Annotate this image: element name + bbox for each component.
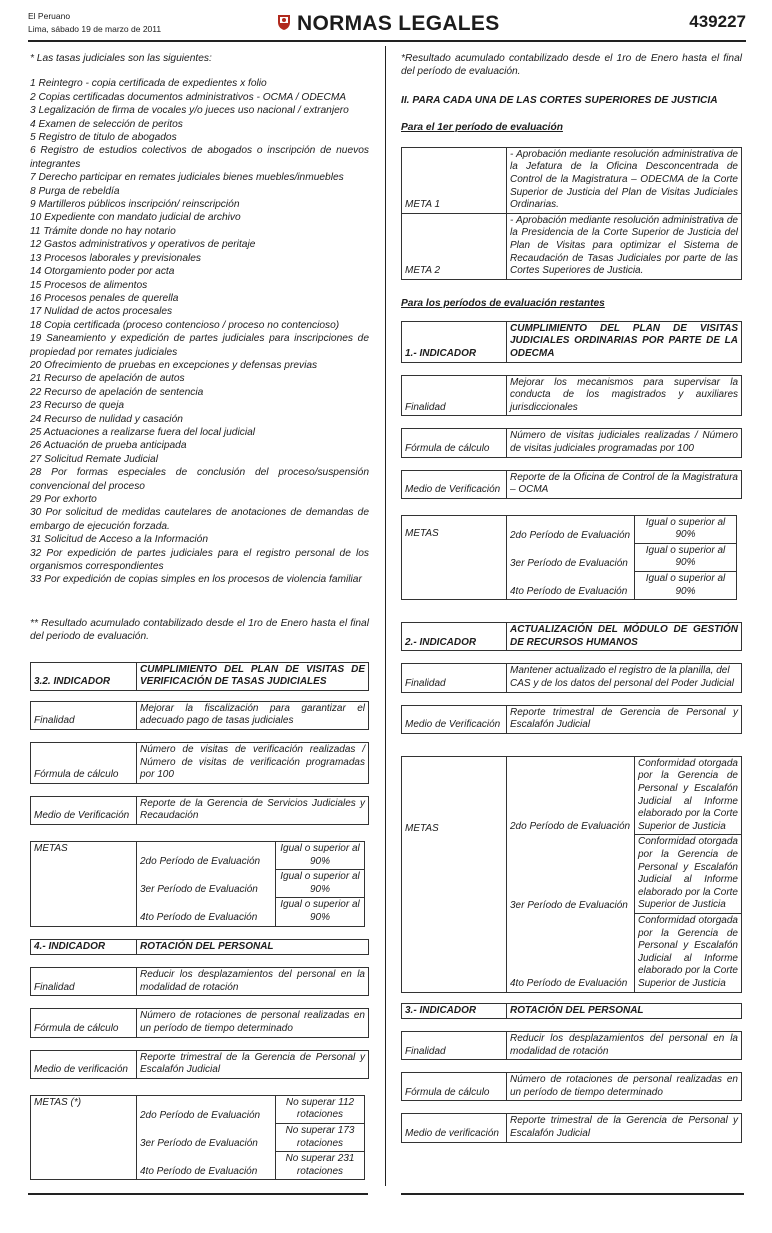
section-title: NORMAS LEGALES: [276, 12, 500, 36]
list-item: 18 Copia certificada (proceso contencioso / proceso no contencioso): [30, 319, 340, 331]
meta-value: Conformidad otorgada por la Gerencia de Personal y Escalafón Judicial al Informe elaborado por la Corte Superior de Justicia: [635, 835, 742, 914]
list-item: 20 Ofrecimiento de pruebas en excepciones y defensas previas: [30, 359, 318, 371]
field-value: Reporte de la Oficina de Control de la Magistratura – OCMA: [507, 470, 742, 498]
header-meta: [28, 10, 161, 36]
list-item: 11 Trámite donde no hay notario: [30, 225, 176, 237]
field-label: Medio de Verificación: [402, 470, 507, 498]
meta-value: Igual o superior al 90%: [635, 515, 737, 543]
meta-period: 3er Período de Evaluación: [137, 1123, 276, 1151]
meta-period: 4to Período de Evaluación: [507, 572, 635, 600]
indicator-1-medio: [401, 470, 742, 499]
right-column: [401, 52, 742, 1143]
left-column: [30, 52, 369, 1180]
field-label: Finalidad: [402, 375, 507, 416]
meta-value: Igual o superior al 90%: [635, 572, 737, 600]
meta-label: META 2: [402, 213, 507, 279]
indicator-title: CUMPLIMIENTO DEL PLAN DE VISITAS DE VERIFICACIÓN DE TASAS JUDICIALES: [137, 662, 369, 690]
indicator-3-finalidad: [401, 1031, 742, 1060]
indicator-4-formula: [30, 1008, 369, 1037]
tasas-intro: * Las tasas judiciales son las siguientes:: [30, 53, 212, 64]
meta-period: 2do Período de Evaluación: [507, 515, 635, 543]
page-number: 439227: [689, 12, 746, 31]
metas-first-period: [401, 147, 742, 280]
field-label: Finalidad: [402, 664, 507, 692]
field-value: Número de visitas judiciales realizadas / Número de visitas judiciales programadas por 100: [507, 429, 742, 457]
list-item: 3 Legalización de firma de vocales y/o jueces uso nacional / extranjero: [30, 105, 349, 117]
field-label: Medio de verificación: [402, 1114, 507, 1142]
field-label: Fórmula de cálculo: [31, 743, 137, 784]
list-item: 5 Registro de titulo de abogados: [30, 132, 177, 144]
list-item: 32 Por expedición de partes judiciales para el registro personal de los organismos correspondientes: [30, 547, 369, 573]
indicator-1-finalidad: [401, 375, 742, 417]
field-value: Reporte de la Gerencia de Servicios Judiciales y Recaudación: [137, 796, 369, 824]
list-item: 26 Actuación de prueba anticipada: [30, 440, 187, 452]
list-item: 29 Por exhorto: [30, 494, 97, 505]
meta-value: Igual o superior al 90%: [276, 898, 365, 926]
meta-value: Conformidad otorgada por la Gerencia de Personal y Escalafón Judicial al Informe elaborado por la Corte Superior de Justicia: [635, 913, 742, 992]
subsection-heading: Para los períodos de evaluación restantes: [401, 297, 605, 309]
metas-label: METAS: [402, 515, 507, 600]
list-item: 16 Procesos penales de querella: [30, 292, 179, 304]
page-header: [28, 10, 746, 40]
meta-period: 3er Período de Evaluación: [137, 870, 276, 898]
meta-period: 2do Período de Evaluación: [507, 756, 635, 835]
field-value: Reporte trimestral de Gerencia de Personal y Escalafón Judicial: [507, 705, 742, 733]
field-label: Finalidad: [31, 701, 137, 729]
indicator-3-2-metas: [30, 841, 365, 927]
meta-text: - Aprobación mediante resolución administrativa de la Jefatura de la Oficina Desconcentrada de Control de la Magistratura – ODECMA de la Corte Superior de Justicia del Plan de Visitas Judiciales Ordinarias.: [507, 147, 742, 213]
indicator-3-medio: [401, 1113, 742, 1142]
footer-rule-right: [401, 1193, 744, 1195]
tasas-footnote: ** Resultado acumulado contabilizado desde el 1ro de Enero hasta el final del periodo de evaluación.: [30, 617, 369, 643]
list-item: 28 Por formas especiales de conclusión del proceso/suspensión convencional del proceso: [30, 467, 369, 492]
list-item: 17 Nulidad de actos procesales: [30, 306, 173, 318]
indicator-4-header: [30, 939, 369, 956]
meta-period: 3er Período de Evaluación: [507, 543, 635, 571]
indicator-title: ROTACIÓN DEL PERSONAL: [507, 1003, 742, 1019]
meta-value: Conformidad otorgada por la Gerencia de Personal y Escalafón Judicial al Informe elaborado por la Corte Superior de Justicia: [635, 756, 742, 835]
indicator-1-header: [401, 321, 742, 363]
indicator-4-metas: [30, 1095, 365, 1181]
publication-name: El Peruano: [28, 11, 71, 21]
field-label: Finalidad: [31, 968, 137, 996]
list-item: 31 Solicitud de Acceso a la Información: [30, 534, 209, 546]
field-label: Fórmula de cálculo: [402, 429, 507, 457]
indicator-4-finalidad: [30, 967, 369, 996]
meta-value: Igual o superior al 90%: [276, 870, 365, 898]
meta-period: 4to Período de Evaluación: [137, 898, 276, 926]
indicator-2-finalidad: [401, 663, 742, 692]
field-label: Medio de Verificación: [402, 705, 507, 733]
list-item: 10 Expediente con mandato judicial de archivo: [30, 212, 241, 224]
footer-rule-left: [28, 1193, 368, 1195]
field-value: Mejorar los mecanismos para supervisar la conducta de los magistrados y auxiliares jurisdiccionales: [507, 375, 742, 416]
field-value: Reducir los desplazamientos del personal en la modalidad de rotación: [507, 1032, 742, 1060]
indicator-label: 3.2. INDICADOR: [31, 662, 137, 690]
list-item: 9 Martilleros públicos inscripción/ reinscripción: [30, 199, 240, 211]
list-item: 14 Otorgamiento poder por acta: [30, 266, 175, 278]
field-label: Fórmula de cálculo: [402, 1073, 507, 1101]
column-divider: [385, 46, 386, 1186]
field-value: Mantener actualizado el registro de la planilla, del CAS y de los datos del personal del Poder Judicial: [507, 664, 742, 692]
list-item: 22 Recurso de apelación de sentencia: [30, 386, 204, 398]
indicator-1-metas: [401, 515, 737, 601]
meta-label: META 1: [402, 147, 507, 213]
field-value: Reporte trimestral de la Gerencia de Personal y Escalafón Judicial: [137, 1050, 369, 1078]
field-value: Mejorar la fiscalización para garantizar el adecuado pago de tasas judiciales: [137, 701, 369, 729]
metas-label: METAS (*): [31, 1095, 137, 1180]
meta-value: No superar 112 rotaciones: [276, 1095, 365, 1123]
list-item: 2 Copias certificadas documentos administrativos - OCMA / ODECMA: [30, 91, 347, 103]
list-item: 4 Examen de selección de peritos: [30, 118, 183, 130]
indicator-2-header: [401, 622, 742, 651]
indicator-title: CUMPLIMIENTO DEL PLAN DE VISITAS JUDICIALES ORDINARIAS POR PARTE DE LA ODECMA: [507, 321, 742, 362]
publication-date: Lima, sábado 19 de marzo de 2011: [28, 24, 162, 34]
metas-label: METAS: [402, 756, 507, 992]
meta-value: No superar 231 rotaciones: [276, 1152, 365, 1180]
indicator-label: 4.- INDICADOR: [31, 939, 137, 955]
field-value: Número de visitas de verificación realizadas / Número de visitas de verificación programadas por 100: [137, 743, 369, 784]
meta-value: Igual o superior al 90%: [276, 842, 365, 870]
list-item: 25 Actuaciones a realizarse fuera del local judicial: [30, 426, 256, 438]
indicator-4-medio: [30, 1050, 369, 1079]
list-item: 33 Por expedición de copias simples en los procesos de violencia familiar: [30, 574, 362, 586]
list-item: 12 Gastos administrativos y operativos de peritaje: [30, 239, 256, 251]
list-item: 6 Registro de estudios colectivos de abogados o inscripción de nuevos integrantes: [30, 145, 369, 170]
list-item: 1 Reintegro - copia certificada de expedientes x folio: [30, 78, 267, 90]
indicator-2-medio: [401, 705, 742, 734]
meta-period: 4to Período de Evaluación: [137, 1152, 276, 1180]
meta-period: 3er Período de Evaluación: [507, 835, 635, 914]
right-note: *Resultado acumulado contabilizado desde el 1ro de Enero hasta el final del período de evaluación.: [401, 53, 742, 78]
indicator-3-2-finalidad: [30, 701, 369, 730]
list-item: 7 Derecho participar en remates judiciales bienes muebles/inmuebles: [30, 172, 344, 184]
subsection-heading: Para el 1er período de evaluación: [401, 121, 563, 133]
field-label: Medio de Verificación: [31, 796, 137, 824]
indicator-label: 1.- INDICADOR: [402, 321, 507, 362]
list-item: 27 Solicitud Remate Judicial: [30, 453, 158, 465]
field-label: Finalidad: [402, 1032, 507, 1060]
meta-value: No superar 173 rotaciones: [276, 1123, 365, 1151]
indicator-title: ROTACIÓN DEL PERSONAL: [137, 939, 369, 955]
indicator-1-formula: [401, 428, 742, 457]
meta-value: Igual o superior al 90%: [635, 543, 737, 571]
coat-of-arms-icon: [276, 13, 292, 31]
field-value: Reducir los desplazamientos del personal en la modalidad de rotación: [137, 968, 369, 996]
indicator-3-header: [401, 1003, 742, 1020]
indicator-2-metas: [401, 756, 742, 993]
list-item: 19 Saneamiento y expedición de partes judiciales para inscripciones de propiedad por remates judiciales: [30, 333, 369, 358]
list-item: 13 Procesos laborales y previsionales: [30, 252, 202, 264]
field-value: Reporte trimestral de la Gerencia de Personal y Escalafón Judicial: [507, 1114, 742, 1142]
list-item: 8 Purga de rebeldía: [30, 185, 120, 197]
field-label: Fórmula de cálculo: [31, 1009, 137, 1037]
list-item: 23 Recurso de queja: [30, 400, 125, 412]
list-item: 30 Por solicitud de medidas cautelares de anotaciones de demandas de embargo de ejecución forzada.: [30, 507, 369, 532]
section-heading: II. PARA CADA UNA DE LAS CORTES SUPERIORES DE JUSTICIA: [401, 94, 718, 106]
tasas-list: [30, 77, 369, 586]
indicator-3-2-header: [30, 662, 369, 691]
meta-period: 2do Período de Evaluación: [137, 1095, 276, 1123]
meta-text: - Aprobación mediante resolución administrativa de la Presidencia de la Corte Superior de Justicia del Plan de Visitas para optimizar el Sistema de Recaudación de Tasas Judiciales por parte de las Cortes Superiores de Justicia.: [507, 213, 742, 279]
indicator-3-2-medio: [30, 796, 369, 825]
list-item: 24 Recurso de nulidad y casación: [30, 413, 183, 425]
list-item: 21 Recurso de apelación de autos: [30, 373, 185, 385]
indicator-label: 2.- INDICADOR: [402, 623, 507, 651]
indicator-label: 3.- INDICADOR: [402, 1003, 507, 1019]
meta-period: 4to Período de Evaluación: [507, 913, 635, 992]
field-label: Medio de verificación: [31, 1050, 137, 1078]
indicator-3-formula: [401, 1072, 742, 1101]
indicator-title: ACTUALIZACIÓN DEL MÓDULO DE GESTIÓN DE RECURSOS HUMANOS: [507, 623, 742, 651]
meta-period: 2do Período de Evaluación: [137, 842, 276, 870]
field-value: Número de rotaciones de personal realizadas en un período de tiempo determinado: [137, 1009, 369, 1037]
field-value: Número de rotaciones de personal realizadas en un período de tiempo determinado: [507, 1073, 742, 1101]
header-rule: [28, 40, 746, 42]
metas-label: METAS: [31, 842, 137, 927]
indicator-3-2-formula: [30, 742, 369, 784]
list-item: 15 Procesos de alimentos: [30, 279, 148, 291]
